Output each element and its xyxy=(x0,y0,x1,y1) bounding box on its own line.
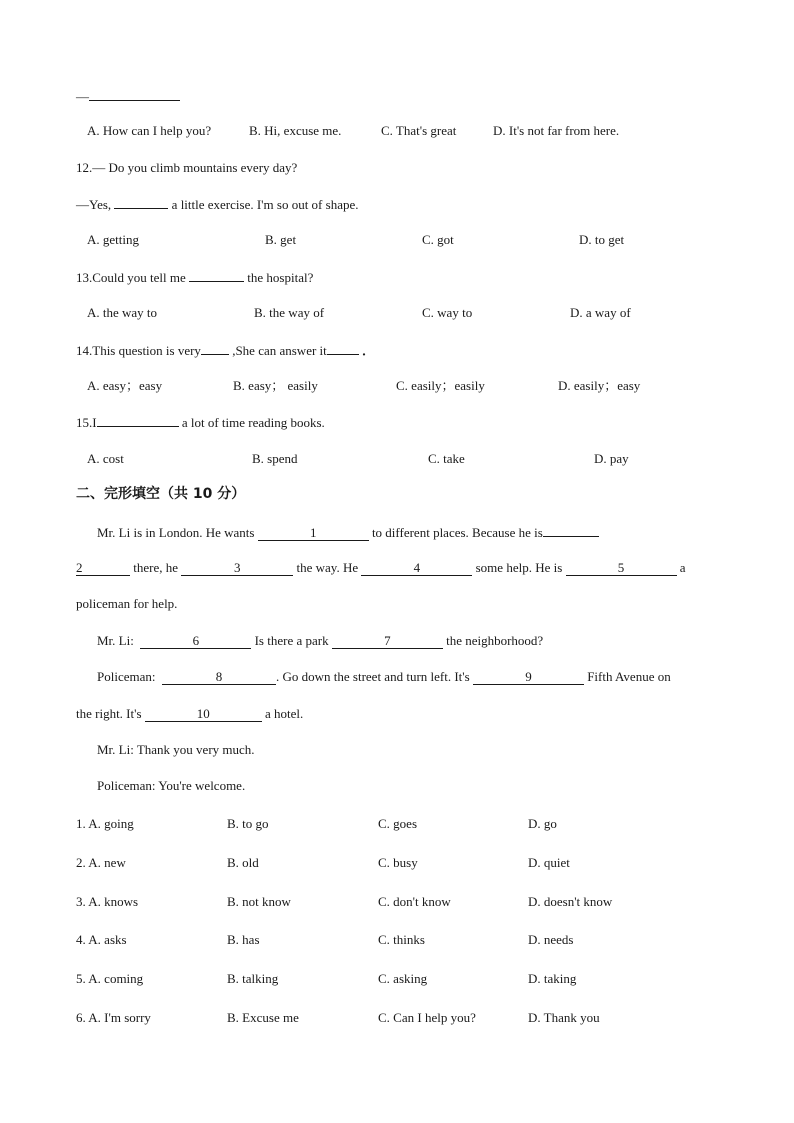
cloze-3-option-c: C. don't know xyxy=(378,894,451,909)
cloze-3-option-d: D. doesn't know xyxy=(528,894,613,909)
q12-question: 12.— Do you climb mountains every day? xyxy=(76,160,298,175)
cloze-2-option-a: 2. A. new xyxy=(76,855,126,870)
speaker-police-label: Policeman: xyxy=(97,669,156,684)
dialogue-police-mid: . Go down the street and turn left. It's xyxy=(276,669,470,684)
q13-option-d: D. a way of xyxy=(570,305,631,320)
cloze-blank-6: 6 xyxy=(140,634,251,649)
q13-question xyxy=(76,269,313,286)
passage-text-2b: the way. He xyxy=(296,560,359,575)
q12-option-a: A. getting xyxy=(87,232,139,247)
cloze-blank-2-start xyxy=(543,524,599,537)
q15-option-c: C. take xyxy=(428,451,465,466)
cloze-6-option-c: C. Can I help you? xyxy=(378,1010,476,1025)
cloze-1-option-b: B. to go xyxy=(227,816,269,831)
q15-option-b: B. spend xyxy=(252,451,298,466)
dialogue-police-right-a: the right. It's xyxy=(76,706,142,721)
dialogue-li-mid: Is there a park xyxy=(254,633,329,648)
dialogue-li-end: the neighborhood? xyxy=(446,633,544,648)
cloze-3-option-a: 3. A. knows xyxy=(76,894,139,909)
cloze-5-option-a: 5. A. coming xyxy=(76,971,144,986)
q13-option-b: B. the way of xyxy=(254,305,325,320)
cloze-blank-7: 7 xyxy=(332,634,443,649)
q12-option-b: B. get xyxy=(265,232,297,247)
passage-text-1b: to different places. Because he is xyxy=(371,525,543,540)
passage-text-2a: there, he xyxy=(133,560,179,575)
q11-option-c: C. That's great xyxy=(381,123,457,138)
cloze-4-option-c: C. thinks xyxy=(378,932,425,947)
q12-blank xyxy=(114,196,168,209)
q13-option-a: A. the way to xyxy=(87,305,158,320)
cloze-4-option-a: 4. A. asks xyxy=(76,932,127,947)
cloze-2-option-b: B. old xyxy=(227,855,259,870)
cloze-1-option-c: C. goes xyxy=(378,816,417,831)
q15-question xyxy=(76,414,325,431)
cloze-2-option-d: D. quiet xyxy=(528,855,570,870)
q14-question xyxy=(76,342,375,359)
cloze-blank-3: 3 xyxy=(181,561,293,576)
passage-line-3: policeman for help. xyxy=(76,596,178,611)
q12-option-d: D. to get xyxy=(579,232,625,247)
q15-option-a: A. cost xyxy=(87,451,124,466)
cloze-blank-2-number: 2 xyxy=(76,560,83,575)
q12-response xyxy=(76,196,358,213)
q13-after: the hospital? xyxy=(247,270,314,285)
cloze-2-option-c: C. busy xyxy=(378,855,418,870)
passage-line-2 xyxy=(76,560,686,576)
cloze-3-option-b: B. not know xyxy=(227,894,291,909)
q14-blank-2 xyxy=(327,342,359,355)
cloze-4-option-d: D. needs xyxy=(528,932,574,947)
dialogue-police-right-b: a hotel. xyxy=(265,706,304,721)
passage-text-2d: a xyxy=(679,560,686,575)
q11-option-a: A. How can I help you? xyxy=(87,123,212,138)
q14-middle: ,She can answer it xyxy=(232,343,327,358)
q14-blank-1 xyxy=(201,342,229,355)
q12-response-after: a little exercise. I'm so out of shape. xyxy=(171,197,359,212)
q15-before: 15.I xyxy=(76,415,97,430)
q15-option-d: D. pay xyxy=(594,451,629,466)
q13-blank xyxy=(189,269,244,282)
cloze-5-option-c: C. asking xyxy=(378,971,428,986)
cloze-blank-4: 4 xyxy=(361,561,472,576)
section2-heading: 二、完形填空（共 10 分） xyxy=(76,486,246,502)
dialogue-police-end: Fifth Avenue on xyxy=(587,669,671,684)
speaker-li-label: Mr. Li: xyxy=(97,633,134,648)
q14-option-a: A. easy；easy xyxy=(87,378,163,393)
cloze-4-option-b: B. has xyxy=(227,932,260,947)
cloze-blank-8: 8 xyxy=(162,670,276,685)
q14-option-b: B. easy； easily xyxy=(233,378,318,393)
cloze-1-option-a: 1. A. going xyxy=(76,816,134,831)
q15-after: a lot of time reading books. xyxy=(181,415,325,430)
q14-option-d: D. easily；easy xyxy=(558,378,641,393)
cloze-5-option-d: D. taking xyxy=(528,971,577,986)
cloze-blank-9: 9 xyxy=(473,670,584,685)
passage-text-1a: Mr. Li is in London. He wants xyxy=(97,525,255,540)
q11-option-b: B. Hi, excuse me. xyxy=(249,123,342,138)
q13-before: 13.Could you tell me xyxy=(76,270,186,285)
dialogue-police-1 xyxy=(97,669,671,685)
cloze-1-option-d: D. go xyxy=(528,816,557,831)
dialogue-police-2 xyxy=(76,706,303,722)
cloze-5-option-b: B. talking xyxy=(227,971,279,986)
q11-option-d: D. It's not far from here. xyxy=(493,123,620,138)
q13-option-c: C. way to xyxy=(422,305,473,320)
dialogue-li-1 xyxy=(97,633,543,649)
q12-option-c: C. got xyxy=(422,232,454,247)
cloze-6-option-d: D. Thank you xyxy=(528,1010,600,1025)
cloze-blank-2 xyxy=(76,561,130,576)
cloze-blank-10: 10 xyxy=(145,707,262,722)
q14-end: ． xyxy=(362,343,376,358)
q14-option-c: C. easily；easily xyxy=(396,378,485,393)
passage-text-2c: some help. He is xyxy=(475,560,563,575)
q11-response-line xyxy=(76,88,180,105)
q11-blank xyxy=(89,88,180,101)
cloze-6-option-a: 6. A. I'm sorry xyxy=(76,1010,151,1025)
q12-response-before: —Yes, xyxy=(76,197,112,212)
q15-blank xyxy=(97,414,179,427)
q14-before: 14.This question is very xyxy=(76,343,201,358)
passage-line-1 xyxy=(97,524,599,541)
cloze-blank-5: 5 xyxy=(566,561,677,576)
dialogue-police-welcome: Policeman: You're welcome. xyxy=(97,778,246,793)
cloze-6-option-b: B. Excuse me xyxy=(227,1010,299,1025)
cloze-blank-1: 1 xyxy=(258,526,369,541)
dialogue-li-thanks: Mr. Li: Thank you very much. xyxy=(97,742,255,757)
q11-dash: — xyxy=(76,89,89,104)
